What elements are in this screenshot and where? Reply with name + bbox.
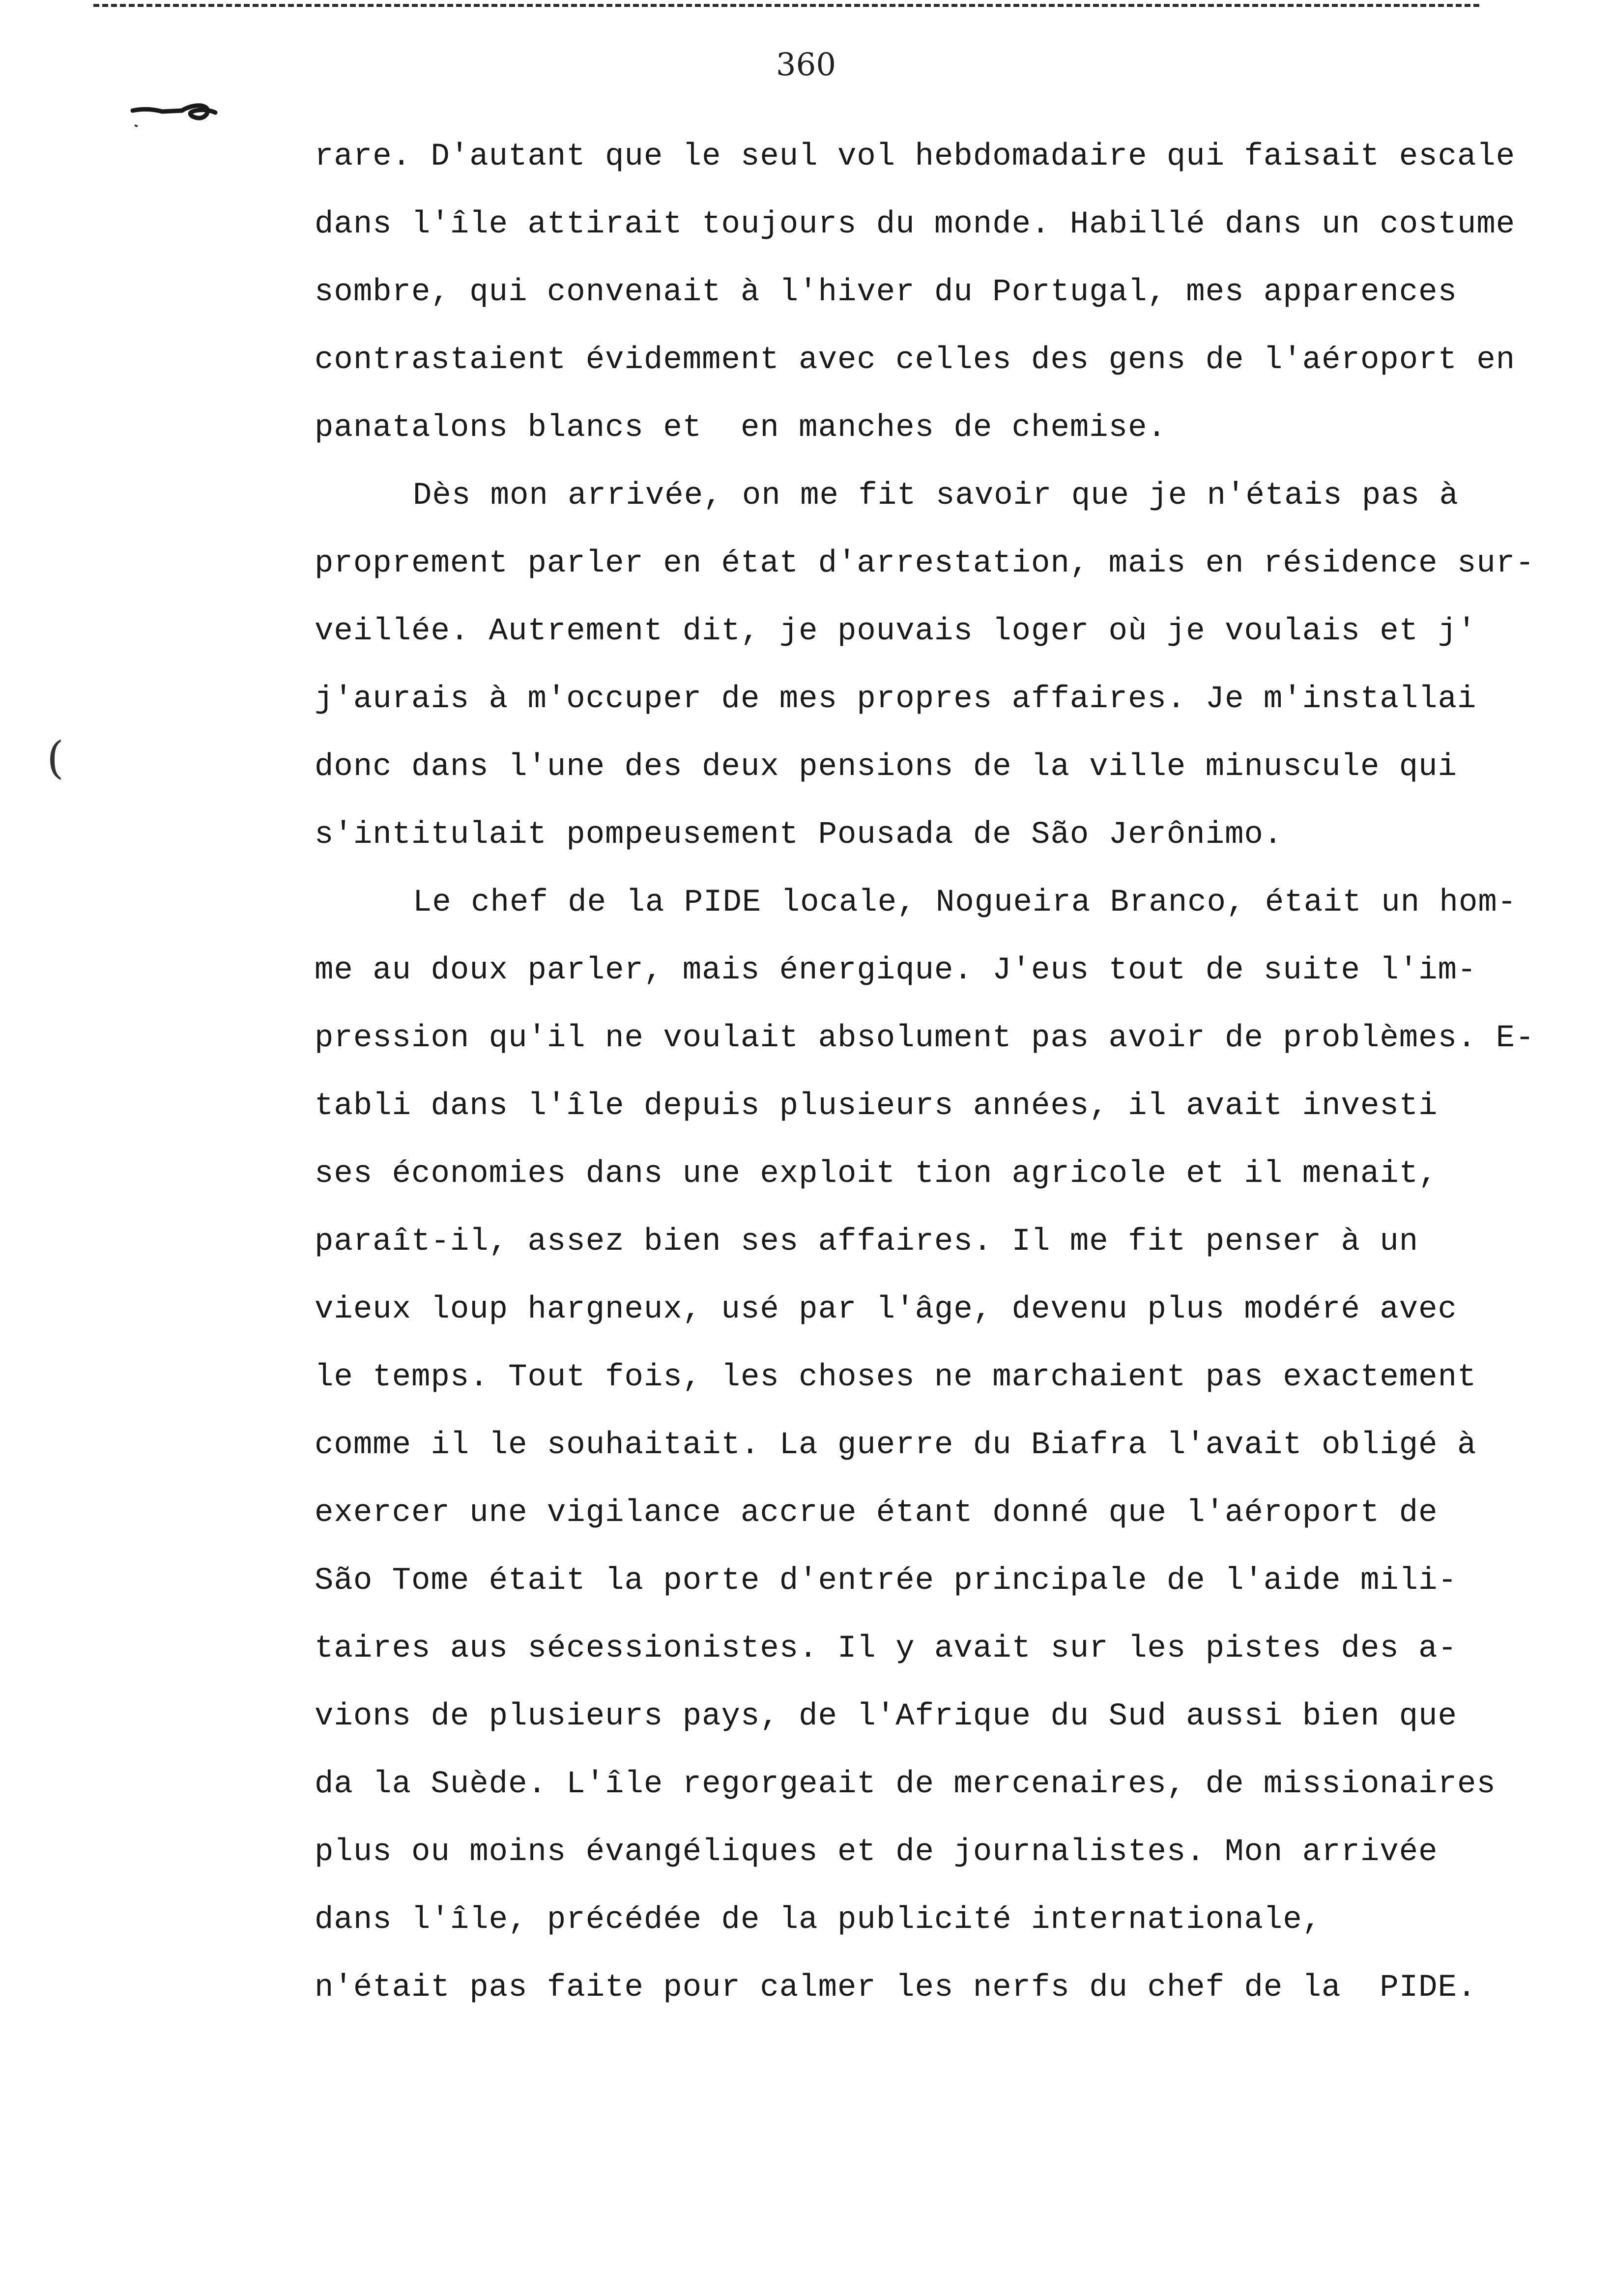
margin-scribble-icon bbox=[128, 91, 226, 135]
text-line: rare. D'autant que le seul vol hebdomadaire qui faisait escale bbox=[315, 139, 1516, 174]
text-line: sombre, qui convenait à l'hiver du Portugal, mes apparences bbox=[315, 275, 1457, 310]
text-line: veillée. Autrement dit, je pouvais loger où je voulais et j' bbox=[315, 614, 1477, 649]
text-line: j'aurais à m'occuper de mes propres affaires. Je m'installai bbox=[315, 682, 1477, 717]
text-line: vions de plusieurs pays, de l'Afrique du Sud aussi bien que bbox=[315, 1699, 1457, 1734]
text-line: tabli dans l'île depuis plusieurs années, il avait investi bbox=[315, 1089, 1438, 1124]
text-line: le temps. Tout fois, les choses ne marchaient pas exactement bbox=[315, 1360, 1477, 1395]
text-line: comme il le souhaitait. La guerre du Biafra l'avait obligé à bbox=[315, 1428, 1477, 1463]
text-line: ses économies dans une exploit tion agricole et il menait, bbox=[315, 1156, 1438, 1192]
text-line: contrastaient évidemment avec celles des gens de l'aéroport en bbox=[315, 343, 1516, 378]
text-line: Le chef de la PIDE locale, Nogueira Branco, était un hom- bbox=[413, 885, 1517, 920]
top-rule bbox=[93, 4, 1479, 7]
text-line: paraît-il, assez bien ses affaires. Il me fit penser à un bbox=[315, 1224, 1419, 1260]
text-line: pression qu'il ne voulait absolument pas avoir de problèmes. E- bbox=[315, 1021, 1535, 1056]
page-number: 360 bbox=[776, 47, 836, 83]
text-line: n'était pas faite pour calmer les nerfs du chef de la PIDE. bbox=[315, 1970, 1477, 2006]
text-line: São Tome était la porte d'entrée principale de l'aide mili- bbox=[315, 1563, 1457, 1599]
text-line: proprement parler en état d'arrestation, mais en résidence sur- bbox=[315, 546, 1535, 581]
margin-bracket-mark: ( bbox=[47, 732, 64, 784]
text-line: taires aus sécessionistes. Il y avait sur les pistes des a- bbox=[315, 1631, 1457, 1666]
text-line: da la Suède. L'île regorgeait de mercenaires, de missionaires bbox=[315, 1767, 1496, 1802]
text-line: exercer une vigilance accrue étant donné que l'aéroport de bbox=[315, 1495, 1438, 1531]
text-line: plus ou moins évangéliques et de journalistes. Mon arrivée bbox=[315, 1835, 1438, 1870]
paragraph-3 bbox=[315, 869, 1573, 2022]
text-line: donc dans l'une des deux pensions de la ville minuscule qui bbox=[315, 749, 1457, 785]
text-line: s'intitulait pompeusement Pousada de São Jerônimo. bbox=[315, 817, 1283, 853]
text-line: vieux loup hargneux, usé par l'âge, devenu plus modéré avec bbox=[315, 1292, 1457, 1327]
paragraph-1 bbox=[315, 123, 1573, 462]
paragraph-2 bbox=[315, 462, 1573, 869]
text-line: dans l'île attirait toujours du monde. Habillé dans un costume bbox=[315, 207, 1516, 242]
text-line: panatalons blancs et en manches de chemise. bbox=[315, 410, 1167, 446]
text-line: dans l'île, précédée de la publicité internationale, bbox=[315, 1902, 1322, 1938]
text-line: me au doux parler, mais énergique. J'eus tout de suite l'im- bbox=[315, 953, 1477, 988]
typed-text-body bbox=[315, 123, 1573, 2022]
text-line: Dès mon arrivée, on me fit savoir que je n'étais pas à bbox=[413, 478, 1459, 514]
